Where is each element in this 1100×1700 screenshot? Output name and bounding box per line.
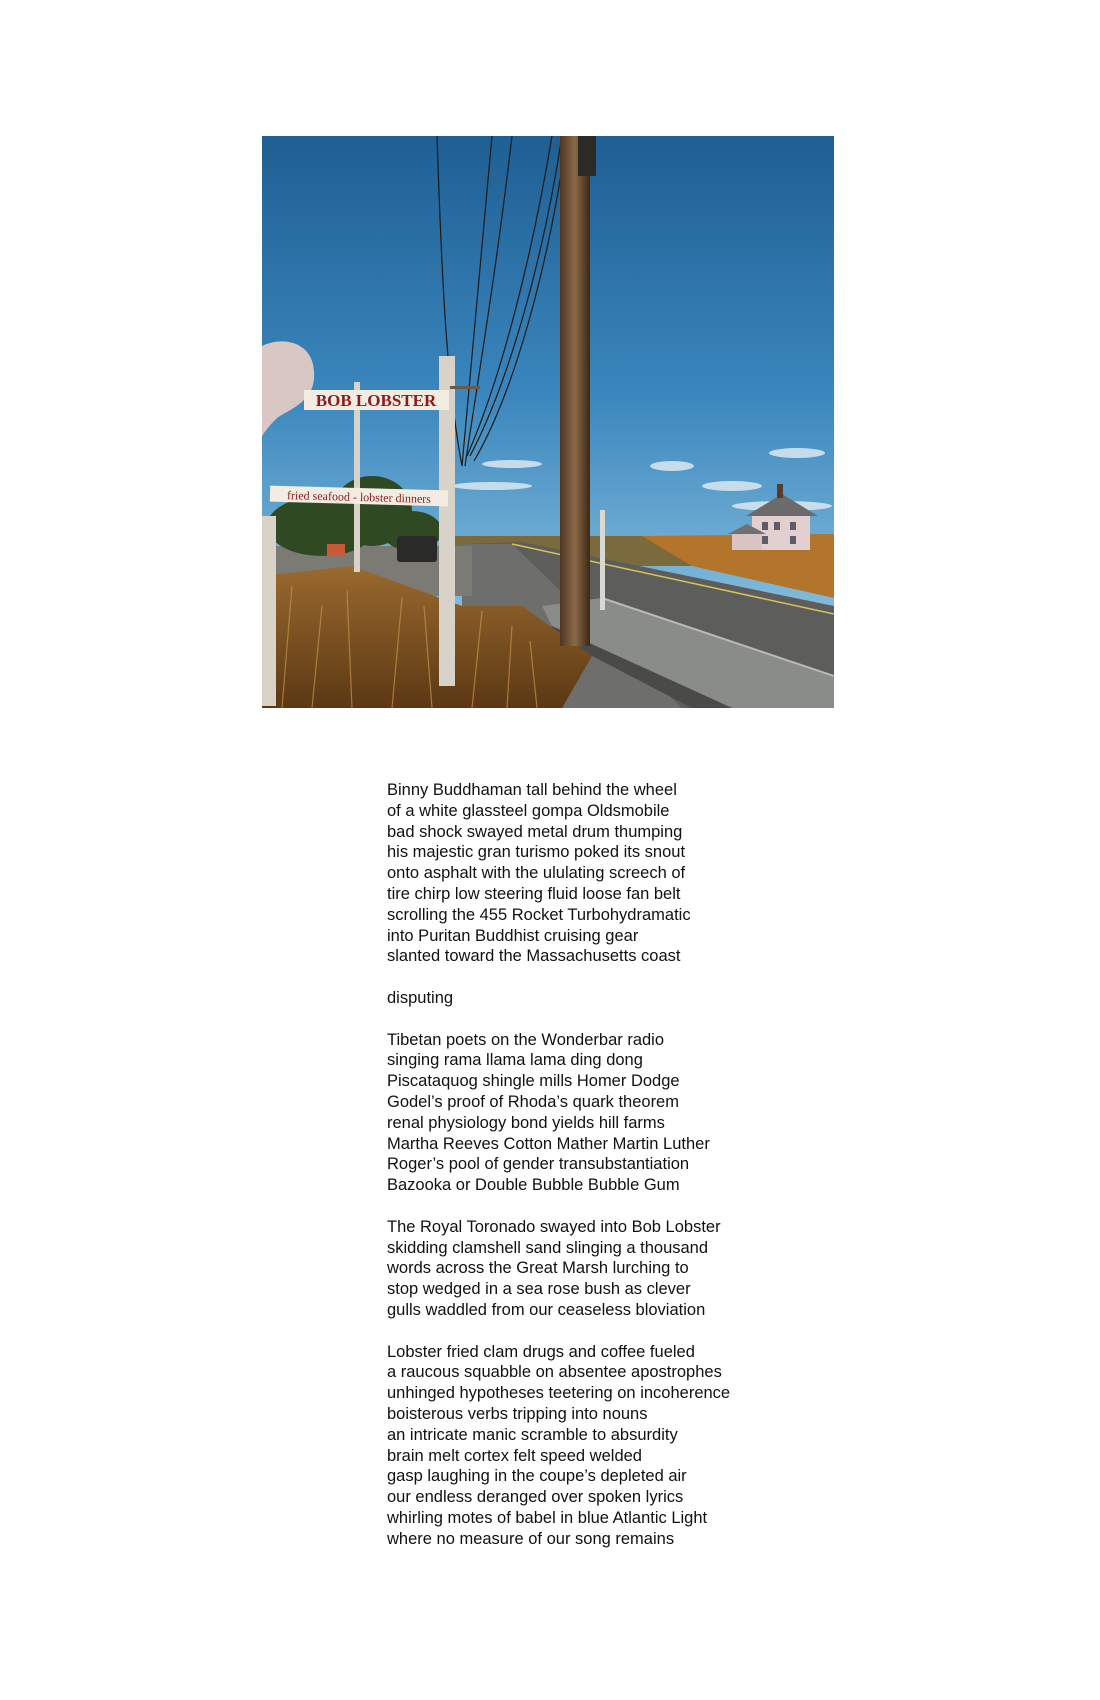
poem-line: onto asphalt with the ululating screech of <box>387 864 686 883</box>
poem-line: Bazooka or Double Bubble Bubble Gum <box>387 1176 680 1195</box>
poem-line: a raucous squabble on absentee apostrophes <box>387 1363 722 1382</box>
roadside-photo <box>262 136 834 708</box>
poem-line: of a white glassteel gompa Oldsmobile <box>387 801 670 820</box>
poem-line: gasp laughing in the coupe’s depleted air <box>387 1467 687 1486</box>
poem-line: boisterous verbs tripping into nouns <box>387 1404 648 1423</box>
poem-line: stop wedged in a sea rose bush as clever <box>387 1280 691 1299</box>
poem-line: bad shock swayed metal drum thumping <box>387 822 683 841</box>
poem-stanza <box>387 988 847 1009</box>
poem-stanza <box>387 1217 847 1321</box>
poem-line: Piscataquog shingle mills Homer Dodge <box>387 1072 680 1091</box>
poem-stanza <box>387 1030 847 1196</box>
poem-line: The Royal Toronado swayed into Bob Lobster <box>387 1217 721 1236</box>
poem-line: disputing <box>387 988 454 1007</box>
poem-line: his majestic gran turismo poked its snout <box>387 843 686 862</box>
poem-stanza <box>387 780 847 967</box>
poem-line: Lobster fried clam drugs and coffee fueled <box>387 1342 695 1361</box>
poem-line: into Puritan Buddhist cruising gear <box>387 926 639 945</box>
poem-line: whirling motes of babel in blue Atlantic Light <box>387 1508 708 1527</box>
poem-line: gulls waddled from our ceaseless bloviation <box>387 1300 706 1319</box>
poem-line: our endless deranged over spoken lyrics <box>387 1488 684 1507</box>
poem-line: singing rama llama lama ding dong <box>387 1051 643 1070</box>
bob-lobster-sign <box>304 390 449 410</box>
poem <box>387 780 847 1549</box>
poem-line: Binny Buddhaman tall behind the wheel <box>387 781 677 799</box>
sign-name: BOB LOBSTER <box>315 391 437 410</box>
poem-line: Godel’s proof of Rhoda’s quark theorem <box>387 1092 679 1111</box>
poem-line: brain melt cortex felt speed welded <box>387 1446 642 1465</box>
poem-line: scrolling the 455 Rocket Turbohydramatic <box>387 905 691 924</box>
poem-line: an intricate manic scramble to absurdity <box>387 1425 678 1444</box>
poem-line: skidding clamshell sand slinging a thousand <box>387 1238 709 1257</box>
poem-line: words across the Great Marsh lurching to <box>387 1259 689 1278</box>
poem-stanza <box>387 1342 847 1550</box>
sign-tagline: fried seafood - lobster dinners <box>286 488 432 506</box>
poem-line: Roger’s pool of gender transubstantiation <box>387 1155 690 1174</box>
poem-line: unhinged hypotheses teetering on incoherence <box>387 1384 731 1403</box>
poem-line: where no measure of our song remains <box>387 1529 675 1548</box>
parked-vehicle <box>397 536 437 562</box>
poem-line: tire chirp low steering fluid loose fan belt <box>387 884 681 903</box>
utility-pole <box>560 136 590 646</box>
poem-line: renal physiology bond yields hill farms <box>387 1113 665 1132</box>
poem-line: slanted toward the Massachusetts coast <box>387 947 681 966</box>
poem-line: Martha Reeves Cotton Mather Martin Luther <box>387 1134 710 1153</box>
poem-line: Tibetan poets on the Wonderbar radio <box>387 1030 665 1049</box>
